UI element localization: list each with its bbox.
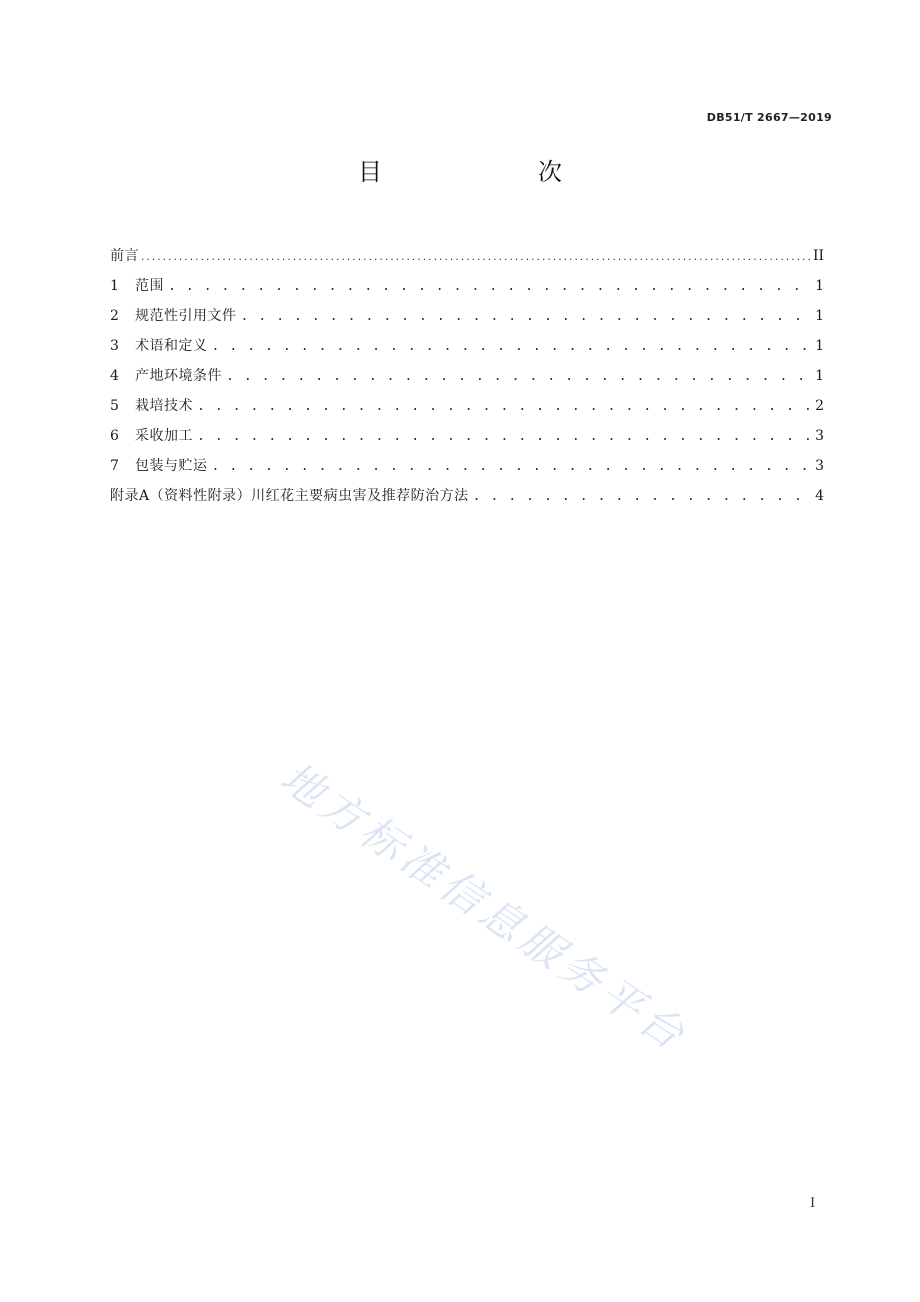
toc-entry-number: 4 <box>110 368 119 384</box>
toc-entry-page: 1 <box>815 368 824 384</box>
toc-entry-page: 4 <box>815 488 824 504</box>
toc-entry-foreword[interactable] <box>110 245 824 275</box>
dot-leader <box>140 247 813 269</box>
toc-entry-number: 6 <box>110 428 119 444</box>
toc-entry-number: 7 <box>110 458 119 474</box>
toc-entry-cultivation[interactable] <box>110 395 824 425</box>
toc-entry-label: 产地环境条件 <box>135 368 222 384</box>
toc-entry-normative-references[interactable] <box>110 305 824 335</box>
toc-entry-page: 3 <box>815 428 824 444</box>
toc-entry-harvest[interactable] <box>110 425 824 455</box>
toc-entry-packaging[interactable] <box>110 455 824 485</box>
toc-entry-page: 3 <box>815 458 824 474</box>
dot-leader <box>197 426 810 448</box>
dot-leader <box>197 396 810 418</box>
toc-entry-label: 前言 <box>110 248 139 264</box>
toc-entry-label: 栽培技术 <box>135 398 193 414</box>
dot-leader <box>241 306 811 328</box>
watermark: 地方标准信息服务平台 <box>271 752 698 1062</box>
toc-entry-environment[interactable] <box>110 365 824 395</box>
dot-leader <box>168 276 810 298</box>
toc-entry-number: 2 <box>110 308 119 324</box>
toc-entry-scope[interactable] <box>110 275 824 305</box>
toc-entry-page: II <box>812 248 824 264</box>
toc-entry-label: 规范性引用文件 <box>135 308 237 324</box>
toc-entry-label: 采收加工 <box>135 428 193 444</box>
toc-entry-page: 1 <box>815 278 824 294</box>
toc-entry-number: 1 <box>110 278 119 294</box>
standard-code: DB51/T 2667—2019 <box>706 111 832 124</box>
dot-leader <box>473 486 810 508</box>
toc-entry-number: 5 <box>110 398 119 414</box>
toc-entry-label: 范围 <box>135 278 164 294</box>
dot-leader <box>212 456 811 478</box>
toc-entry-number: 3 <box>110 338 119 354</box>
toc-entry-terms-definitions[interactable] <box>110 335 824 365</box>
toc-entry-page: 1 <box>815 338 824 354</box>
toc-entry-label: 术语和定义 <box>135 338 208 354</box>
toc-entry-page: 1 <box>815 308 824 324</box>
dot-leader <box>226 366 810 388</box>
toc-entry-appendix-a[interactable] <box>110 485 824 515</box>
page-title: 目 次 <box>358 158 598 186</box>
toc-entry-page: 2 <box>815 398 824 414</box>
dot-leader <box>212 336 811 358</box>
toc-entry-label: 包装与贮运 <box>135 458 208 474</box>
page-number: I <box>810 1196 816 1211</box>
table-of-contents <box>110 245 824 515</box>
toc-entry-label: 附录A（资料性附录）川红花主要病虫害及推荐防治方法 <box>110 488 469 504</box>
